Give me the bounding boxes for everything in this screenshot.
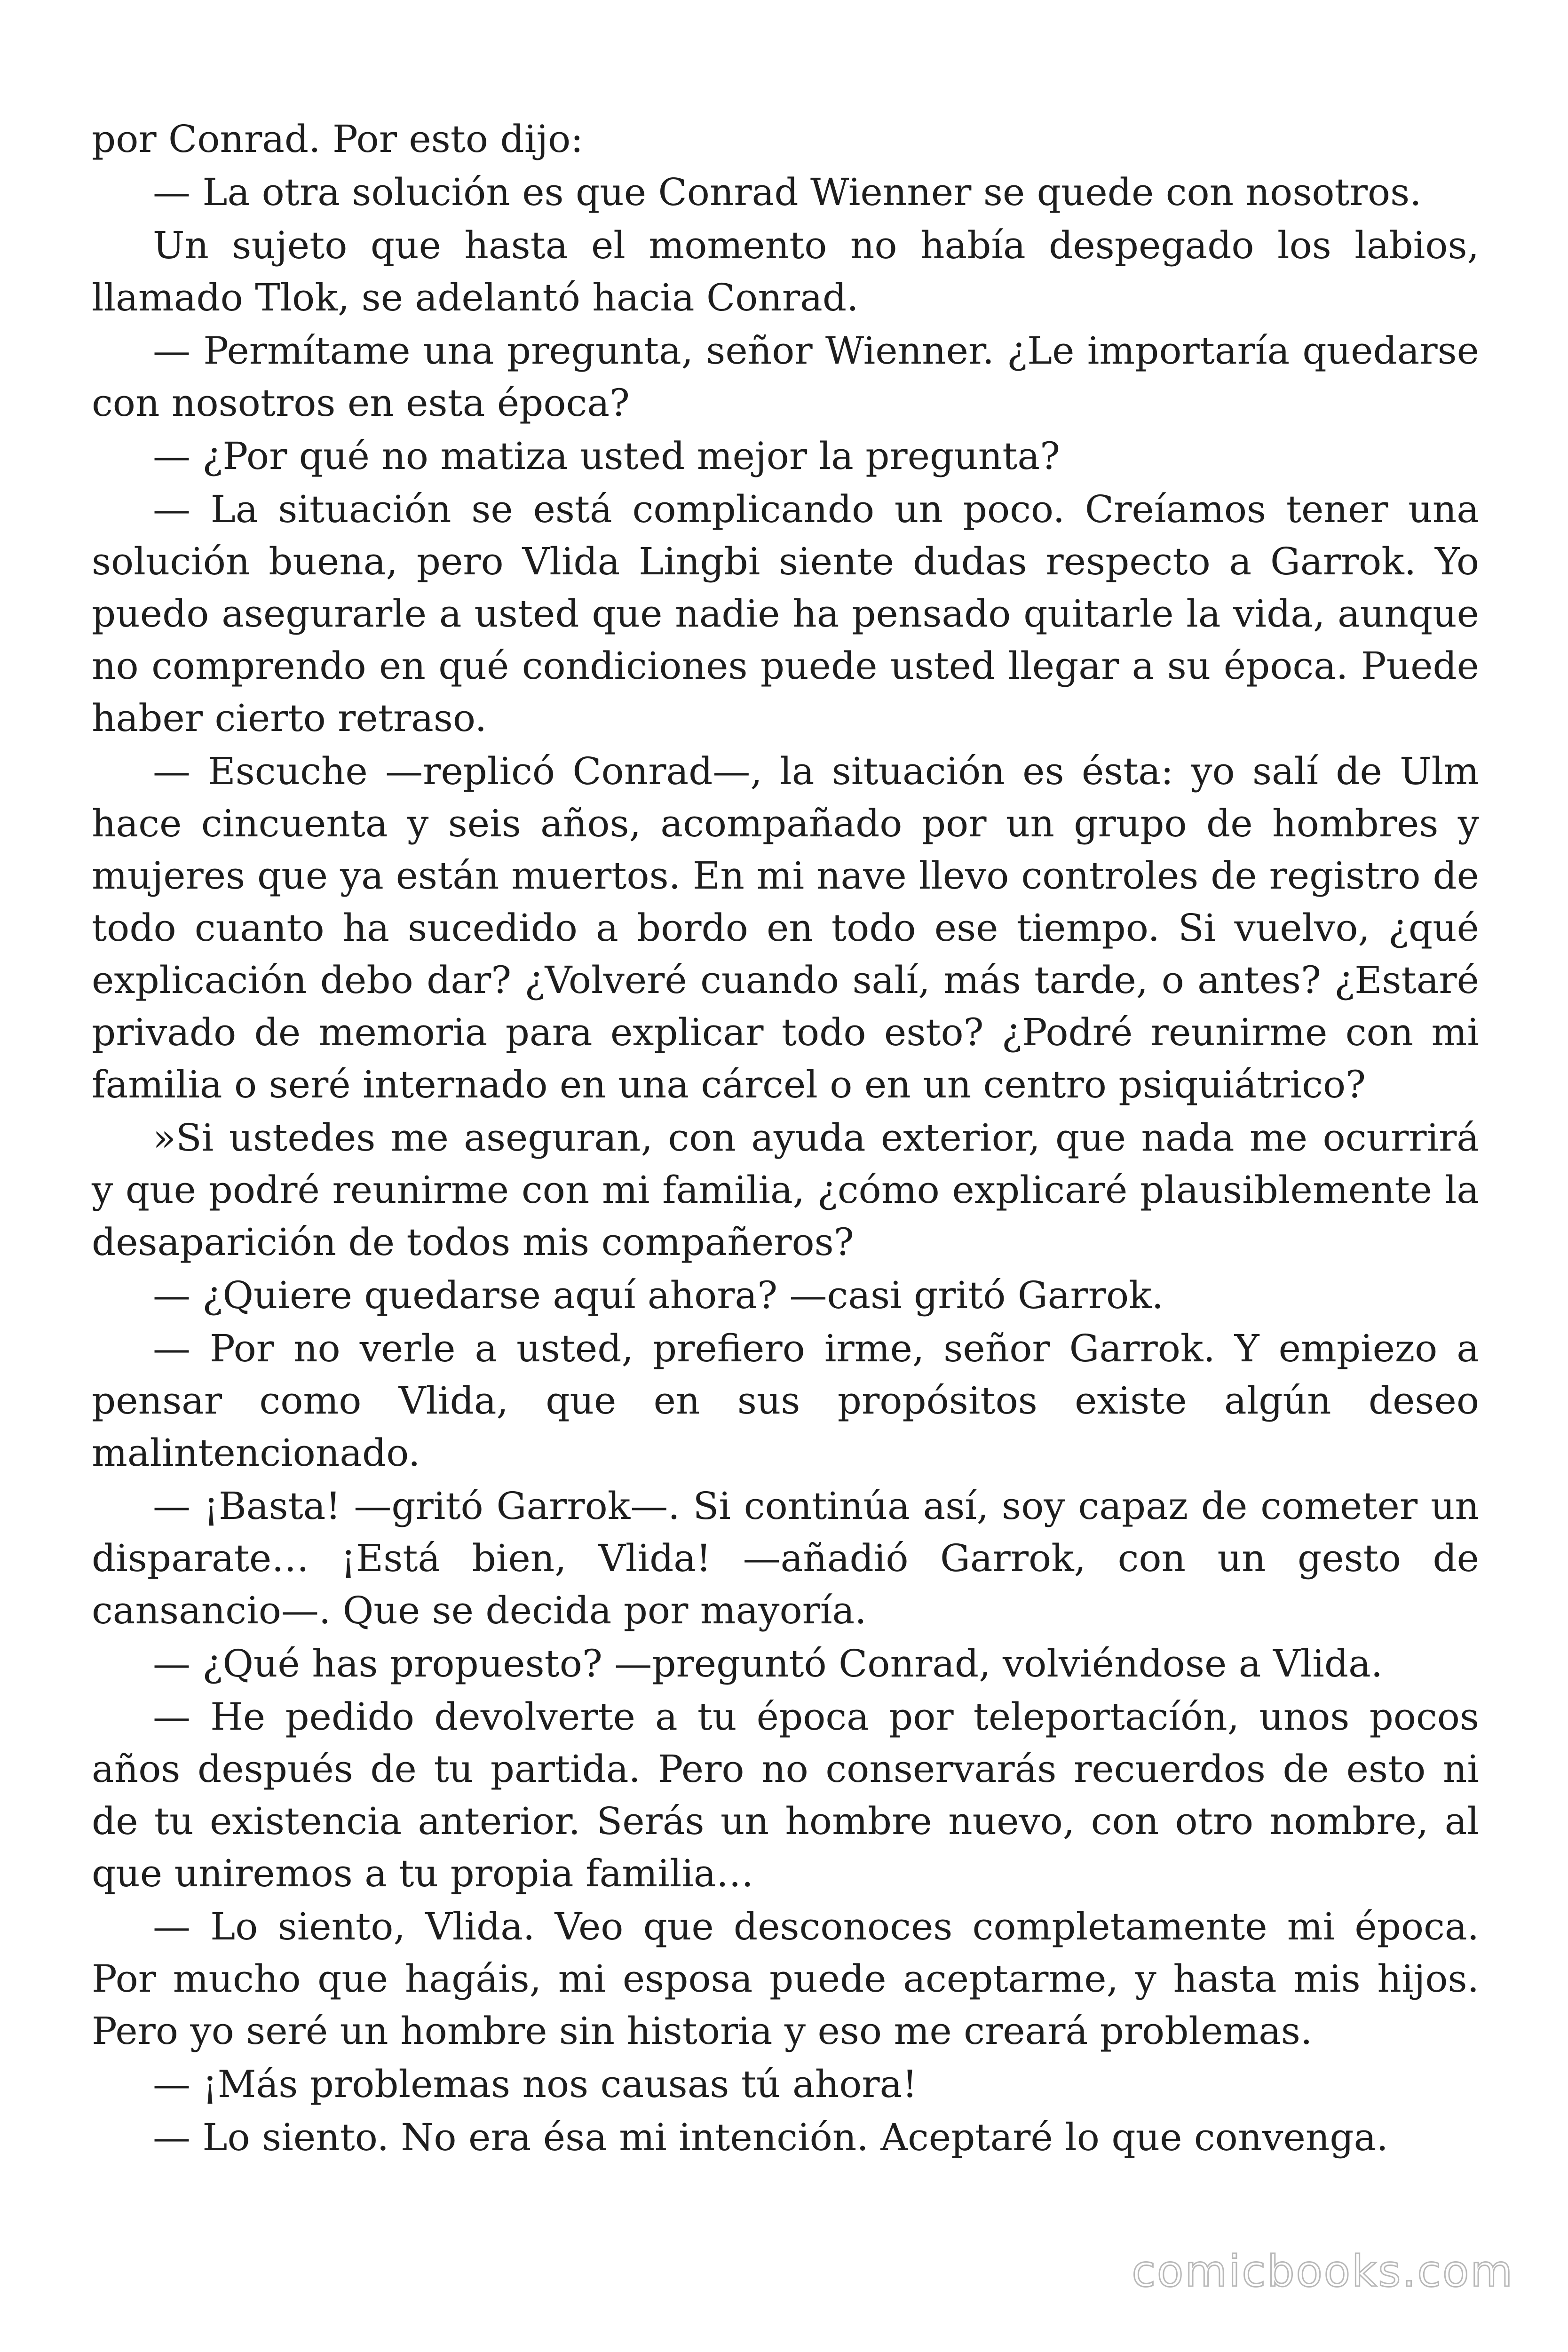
paragraph-5: — ¿Por qué no matiza usted mejor la pregunta? <box>153 434 1060 478</box>
paragraph-13: — He pedido devolverte a tu época por teleportacíón, unos pocos años después de tu partida. Pero no conservarás recuerdos de esto ni de tu existencia anterior. Serás un hombre nuevo, con otro nombre, al que uniremos a tu propia familia… <box>92 1695 1479 1895</box>
paragraph-11: — ¡Basta! —gritó Garrok—. Si continúa así, soy capaz de cometer un disparate… ¡Está bien, Vlida! —añadió Garrok, con un gesto de cansancio—. Que se decida por mayoría. <box>92 1484 1479 1632</box>
book-page <box>92 113 1479 2164</box>
paragraph-10: — Por no verle a usted, prefiero irme, señor Garrok. Y empiezo a pensar como Vlida, que en sus propósitos existe algún deseo malintencionado. <box>92 1327 1479 1475</box>
paragraph-3: Un sujeto que hasta el momento no había despegado los labios, llamado Tlok, se adelantó hacia Conrad. <box>92 223 1479 319</box>
paragraph-6: — La situación se está complicando un poco. Creíamos tener una solución buena, pero Vlida Lingbi siente dudas respecto a Garrok. Yo puedo asegurarle a usted que nadie ha pensado quitarle la vida, aunque no comprendo en qué condiciones puede usted llegar a su época. Puede haber cierto retraso. <box>92 487 1479 740</box>
paragraph-8: »Si ustedes me aseguran, con ayuda exterior, que nada me ocurrirá y que podré reunirme con mi familia, ¿cómo explicaré plausiblemente la desaparición de todos mis compañeros? <box>92 1116 1479 1264</box>
paragraph-9: — ¿Quiere quedarse aquí ahora? —casi gritó Garrok. <box>153 1273 1164 1317</box>
paragraph-4: — Permítame una pregunta, señor Wienner. ¿Le importaría quedarse con nosotros en esta época? <box>92 329 1479 425</box>
paragraph-2: — La otra solución es que Conrad Wienner se quede con nosotros. <box>153 170 1422 214</box>
paragraph-15: — ¡Más problemas nos causas tú ahora! <box>153 2062 918 2106</box>
paragraph-16: — Lo siento. No era ésa mi intención. Aceptaré lo que convenga. <box>153 2115 1388 2159</box>
paragraph-7: — Escuche —replicó Conrad—, la situación es ésta: yo salí de Ulm hace cincuenta y seis años, acompañado por un grupo de hombres y mujeres que ya están muertos. En mi nave llevo controles de registro de todo cuanto ha sucedido a bordo en todo ese tiempo. Si vuelvo, ¿qué explicación debo dar? ¿Volveré cuando salí, más tarde, o antes? ¿Estaré privado de memoria para explicar todo esto? ¿Podré reunirme con mi familia o seré internado en una cárcel o en un centro psiquiátrico? <box>92 749 1479 1106</box>
watermark: comicbooks.com <box>1132 2246 1514 2296</box>
paragraph-1: por Conrad. Por esto dijo: <box>92 117 584 161</box>
paragraph-14: — Lo siento, Vlida. Veo que desconoces completamente mi época. Por mucho que hagáis, mi esposa puede aceptarme, y hasta mis hijos. Pero yo seré un hombre sin historia y eso me creará problemas. <box>92 1905 1479 2053</box>
paragraph-12: — ¿Qué has propuesto? —preguntó Conrad, volviéndose a Vlida. <box>153 1642 1383 1685</box>
